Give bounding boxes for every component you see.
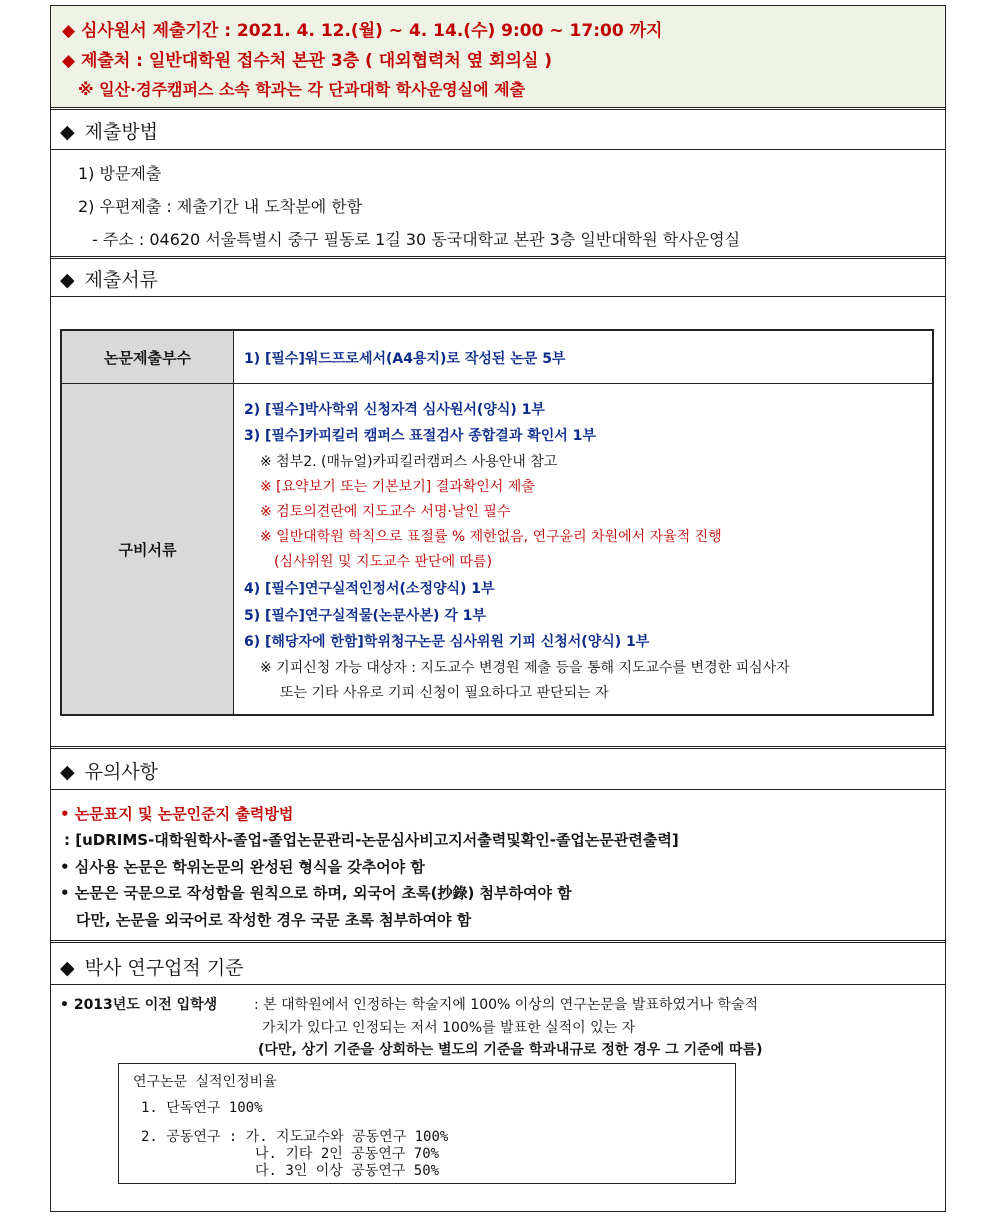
diamond-icon: ◆ — [60, 269, 75, 291]
divider — [50, 984, 946, 985]
ratio-item: 2. 공동연구 : 가. 지도교수와 공동연구 100% — [141, 1129, 449, 1145]
table-note: ※ [요약보기 또는 기본보기] 결과확인서 제출 — [260, 479, 535, 495]
diamond-icon: ◆ — [60, 121, 75, 143]
table-note: 또는 기타 사유로 기피 신청이 필요하다고 판단되는 자 — [280, 685, 609, 701]
table-note: ※ 기피신청 가능 대상자 : 지도교수 변경원 제출 등을 통해 지도교수를 변경한 피심사자 — [260, 660, 790, 676]
notice-campus: ※ 일산·경주캠퍼스 소속 학과는 각 단과대학 학사운영실에 제출 — [78, 80, 526, 99]
notes-item: 다만, 논문을 외국어로 작성한 경우 국문 초록 첨부하여야 함 — [76, 911, 472, 929]
method-item: 2) 우편제출 : 제출기간 내 도착분에 한함 — [78, 197, 363, 216]
section-title-criteria: ◆ 박사 연구업적 기준 — [60, 957, 244, 979]
divider — [50, 256, 946, 259]
criteria-exception: (다만, 상기 기준을 상회하는 별도의 기준을 학과내규로 정한 경우 그 기준에 따름) — [258, 1042, 763, 1058]
divider — [50, 149, 946, 150]
table-cell: 4) [필수]연구실적인정서(소정양식) 1부 — [244, 581, 495, 597]
table-cell: 5) [필수]연구실적물(논문사본) 각 1부 — [244, 608, 486, 624]
ratio-title: 연구논문 실적인정비율 — [133, 1074, 277, 1090]
table-note: ※ 첨부2. (매뉴얼)카피킬러캠퍼스 사용안내 참고 — [260, 454, 558, 470]
notes-item: • 논문표지 및 논문인준지 출력방법 — [60, 805, 294, 823]
method-item: 1) 방문제출 — [78, 164, 162, 183]
ratio-item: 나. 기타 2인 공동연구 70% — [255, 1146, 440, 1162]
divider — [50, 107, 946, 110]
divider — [50, 940, 946, 943]
ratio-item: 1. 단독연구 100% — [141, 1100, 263, 1116]
criteria-text: 가치가 있다고 인정되는 저서 100%를 발표한 실적이 있는 자 — [262, 1020, 636, 1036]
table-note: (심사위원 및 지도교수 판단에 따름) — [274, 554, 493, 570]
ratio-item: 다. 3인 이상 공동연구 50% — [255, 1163, 440, 1179]
table-label-required: 구비서류 — [62, 384, 234, 714]
ratio-box — [118, 1063, 736, 1184]
documents-table — [60, 329, 934, 716]
section-title-notes: ◆ 유의사항 — [60, 761, 159, 783]
divider — [50, 746, 946, 749]
divider — [50, 296, 946, 297]
notes-item: • 심사용 논문은 학위논문의 완성된 형식을 갖추어야 함 — [60, 858, 425, 876]
criteria-label: • 2013년도 이전 입학생 — [60, 997, 218, 1013]
divider — [50, 789, 946, 790]
diamond-icon: ◆ — [60, 761, 75, 783]
table-cell: 2) [필수]박사학위 신청자격 심사원서(양식) 1부 — [244, 402, 545, 418]
notice-place: ◆ 제출처 : 일반대학원 접수처 본관 3층 ( 대외협력처 옆 회의실 ) — [62, 51, 553, 71]
table-note: ※ 일반대학원 학칙으로 표절률 % 제한없음, 연구윤리 차원에서 자율적 진행 — [260, 529, 722, 545]
method-address: - 주소 : 04620 서울특별시 중구 필동로 1길 30 동국대학교 본관 3층 일반대학원 학사운영실 — [92, 230, 741, 249]
notes-item: • 논문은 국문으로 작성함을 원칙으로 하며, 외국어 초록(抄錄) 첨부하여야 함 — [60, 884, 572, 902]
section-title-method: ◆ 제출방법 — [60, 121, 159, 143]
table-cell: 3) [필수]카피킬러 캠퍼스 표절검사 종합결과 확인서 1부 — [244, 428, 596, 444]
table-note: ※ 검토의견란에 지도교수 서명·날인 필수 — [260, 504, 511, 520]
notice-period: ◆ 심사원서 제출기간 : 2021. 4. 12.(월) ~ 4. 14.(수) 9:00 ~ 17:00 까지 — [62, 21, 663, 41]
diamond-icon: ◆ — [60, 957, 75, 979]
table-cell: 1) [필수]워드프로세서(A4용지)로 작성된 논문 5부 — [244, 351, 566, 367]
section-title-documents: ◆ 제출서류 — [60, 269, 159, 291]
notes-item: : [uDRIMS-대학원학사-졸업-졸업논문관리-논문심사비고지서출력및확인-졸업논문관련출력] — [64, 831, 679, 849]
criteria-text: : 본 대학원에서 인정하는 학술지에 100% 이상의 연구논문을 발표하였거나 학술적 — [254, 997, 759, 1013]
table-cell: 6) [해당자에 한함]학위청구논문 심사위원 기피 신청서(양식) 1부 — [244, 634, 650, 650]
table-label-copies: 논문제출부수 — [62, 331, 234, 383]
